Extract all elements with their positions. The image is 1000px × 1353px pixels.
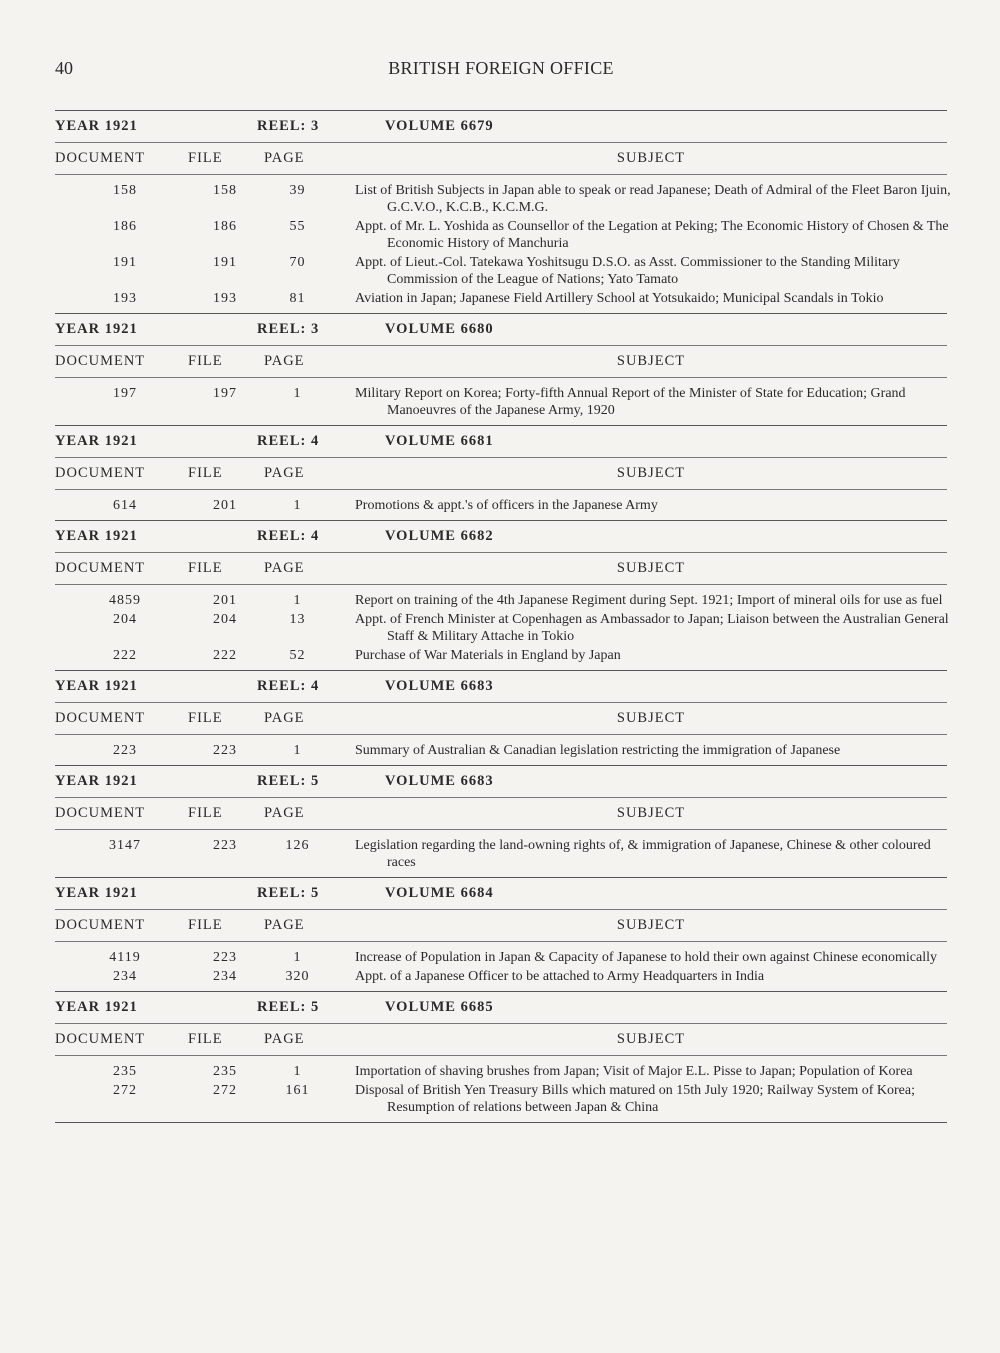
- column-header-page: PAGE: [264, 805, 305, 821]
- page-number-cell: 1: [293, 743, 302, 758]
- year-label: YEAR 1921: [55, 321, 138, 337]
- document-number: 4859: [109, 593, 141, 608]
- table-row: [55, 611, 947, 645]
- file-number: 223: [213, 743, 237, 758]
- column-header-row: [55, 798, 947, 829]
- reel-label: REEL: 5: [257, 999, 320, 1015]
- volume-title-row: [55, 992, 947, 1023]
- file-number: 223: [213, 838, 237, 853]
- file-number: 223: [213, 950, 237, 965]
- volume-title-row: [55, 314, 947, 345]
- subject-text: Military Report on Korea; Forty-fifth Annual Report of the Minister of State for Education; Grand Manoeuvres of the Japanese Army, 1920: [355, 386, 906, 418]
- reel-label: REEL: 5: [257, 773, 320, 789]
- file-number: 234: [213, 969, 237, 984]
- reel-label: REEL: 3: [257, 118, 320, 134]
- volume-section: [55, 670, 947, 765]
- table-row: [55, 1082, 947, 1116]
- volume-title-row: [55, 766, 947, 797]
- file-number: 201: [213, 498, 237, 513]
- volume-label: VOLUME 6682: [385, 528, 494, 544]
- column-header-file: FILE: [188, 1031, 223, 1047]
- document-number: 193: [113, 291, 137, 306]
- column-header-subject: SUBJECT: [616, 917, 686, 933]
- file-number: 272: [213, 1083, 237, 1098]
- volume-section: [55, 877, 947, 991]
- column-header-subject: SUBJECT: [616, 465, 686, 481]
- column-header-subject: SUBJECT: [616, 150, 686, 166]
- page-number-cell: 161: [285, 1083, 310, 1098]
- page-number-cell: 52: [289, 648, 306, 663]
- column-header-subject: SUBJECT: [616, 710, 686, 726]
- column-header-row: [55, 143, 947, 174]
- volume-section: [55, 991, 947, 1122]
- page-number-cell: 55: [289, 219, 306, 234]
- page-number: 40: [55, 58, 73, 78]
- column-header-row: [55, 458, 947, 489]
- document-number: 3147: [109, 838, 141, 853]
- volume-label: VOLUME 6680: [385, 321, 494, 337]
- subject-text: Appt. of Lieut.-Col. Tatekawa Yoshitsugu D.S.O. as Asst. Commissioner to the Standing Military Commission of the League of Nations; Yato Tamato: [355, 255, 900, 287]
- document-number: 223: [113, 743, 137, 758]
- year-label: YEAR 1921: [55, 999, 138, 1015]
- document-number: 186: [113, 219, 137, 234]
- subject-text: Aviation in Japan; Japanese Field Artillery School at Yotsukaido; Municipal Scandals in Tokio: [355, 291, 884, 306]
- table-row: [55, 949, 947, 966]
- column-header-page: PAGE: [264, 560, 305, 576]
- document-number: 191: [113, 255, 137, 270]
- file-number: 204: [213, 612, 237, 627]
- entries: [55, 735, 947, 765]
- page-title: BRITISH FOREIGN OFFICE: [388, 58, 614, 78]
- column-header-page: PAGE: [264, 710, 305, 726]
- reel-label: REEL: 5: [257, 885, 320, 901]
- page-number-cell: 39: [289, 183, 306, 198]
- table-row: [55, 385, 947, 419]
- document-number: 158: [113, 183, 137, 198]
- subject-text: Appt. of French Minister at Copenhagen as Ambassador to Japan; Liaison between the Australian General Staff & Military Attache in Tokio: [355, 612, 949, 644]
- table-row: [55, 1063, 947, 1080]
- column-header-file: FILE: [188, 150, 223, 166]
- subject-text: Importation of shaving brushes from Japan; Visit of Major E.L. Pisse to Japan; Population of Korea: [355, 1064, 913, 1079]
- volume-label: VOLUME 6683: [385, 773, 494, 789]
- page-number-cell: 1: [293, 593, 302, 608]
- entries: [55, 175, 951, 313]
- year-label: YEAR 1921: [55, 885, 138, 901]
- column-header-file: FILE: [188, 353, 223, 369]
- column-header-document: DOCUMENT: [55, 710, 146, 726]
- volume-title-row: [55, 878, 947, 909]
- file-number: 186: [213, 219, 237, 234]
- subject-text: List of British Subjects in Japan able to speak or read Japanese; Death of Admiral of the Fleet Baron Ijuin, G.C.V.O., K.C.B., K.C.M.G.: [355, 183, 951, 215]
- document-number: 234: [113, 969, 137, 984]
- table-row: [55, 837, 947, 871]
- page-number-cell: 81: [289, 291, 306, 306]
- entries: [55, 830, 947, 877]
- closing-rule: [55, 1122, 947, 1123]
- file-number: 201: [213, 593, 237, 608]
- table-row: [55, 647, 947, 664]
- volume-label: VOLUME 6683: [385, 678, 494, 694]
- table-row: [55, 290, 947, 307]
- page-number-cell: 13: [289, 612, 306, 627]
- page-number-cell: 320: [285, 969, 310, 984]
- subject-text: Appt. of Mr. L. Yoshida as Counsellor of the Legation at Peking; The Economic History of Chosen & The Economic History of Manchuria: [355, 219, 949, 251]
- catalogue-listing: [55, 110, 951, 1123]
- table-row: [55, 742, 947, 759]
- column-header-subject: SUBJECT: [616, 353, 686, 369]
- table-row: [55, 218, 947, 252]
- column-header-row: [55, 910, 947, 941]
- year-label: YEAR 1921: [55, 678, 138, 694]
- column-header-file: FILE: [188, 560, 223, 576]
- page-header: [55, 58, 947, 82]
- subject-text: Promotions & appt.'s of officers in the Japanese Army: [355, 498, 658, 513]
- table-row: [55, 254, 947, 288]
- column-header-document: DOCUMENT: [55, 805, 146, 821]
- volume-label: VOLUME 6681: [385, 433, 494, 449]
- column-header-page: PAGE: [264, 465, 305, 481]
- document-number: 272: [113, 1083, 137, 1098]
- reel-label: REEL: 4: [257, 678, 320, 694]
- column-header-page: PAGE: [264, 917, 305, 933]
- table-row: [55, 182, 951, 216]
- entries: [55, 1056, 947, 1122]
- column-header-file: FILE: [188, 805, 223, 821]
- file-number: 197: [213, 386, 237, 401]
- column-header-document: DOCUMENT: [55, 917, 146, 933]
- table-row: [55, 968, 947, 985]
- column-header-document: DOCUMENT: [55, 1031, 146, 1047]
- volume-label: VOLUME 6685: [385, 999, 494, 1015]
- volume-title-row: [55, 426, 947, 457]
- year-label: YEAR 1921: [55, 118, 138, 134]
- volume-section: [55, 765, 947, 877]
- reel-label: REEL: 4: [257, 528, 320, 544]
- column-header-row: [55, 703, 947, 734]
- page-number-cell: 1: [293, 1064, 302, 1079]
- document-number: 197: [113, 386, 137, 401]
- volume-title-row: [55, 521, 947, 552]
- page-number-cell: 1: [293, 498, 302, 513]
- subject-text: Purchase of War Materials in England by Japan: [355, 648, 621, 663]
- file-number: 191: [213, 255, 237, 270]
- table-row: [55, 497, 947, 514]
- reel-label: REEL: 3: [257, 321, 320, 337]
- column-header-subject: SUBJECT: [616, 805, 686, 821]
- subject-text: Legislation regarding the land-owning rights of, & immigration of Japanese, Chinese & other coloured races: [355, 838, 931, 870]
- subject-text: Appt. of a Japanese Officer to be attached to Army Headquarters in India: [355, 969, 765, 984]
- volume-section: [55, 313, 947, 425]
- column-header-document: DOCUMENT: [55, 150, 146, 166]
- document-number: 614: [113, 498, 137, 513]
- year-label: YEAR 1921: [55, 773, 138, 789]
- volume-section: [55, 110, 951, 313]
- subject-text: Disposal of British Yen Treasury Bills which matured on 15th July 1920; Railway System of Korea; Resumption of relations between Japan & China: [355, 1083, 915, 1115]
- volume-label: VOLUME 6684: [385, 885, 494, 901]
- page-number-cell: 126: [285, 838, 310, 853]
- subject-text: Increase of Population in Japan & Capacity of Japanese to hold their own against Chinese economically: [355, 950, 938, 965]
- column-header-file: FILE: [188, 917, 223, 933]
- page-number-cell: 1: [293, 386, 302, 401]
- year-label: YEAR 1921: [55, 433, 138, 449]
- file-number: 222: [213, 648, 237, 663]
- document-number: 204: [113, 612, 137, 627]
- volume-section: [55, 425, 947, 520]
- year-label: YEAR 1921: [55, 528, 138, 544]
- entries: [55, 490, 947, 520]
- document-number: 222: [113, 648, 137, 663]
- column-header-page: PAGE: [264, 1031, 305, 1047]
- page-number-cell: 70: [289, 255, 306, 270]
- reel-label: REEL: 4: [257, 433, 320, 449]
- subject-text: Report on training of the 4th Japanese Regiment during Sept. 1921; Import of mineral oils for use as fuel: [355, 593, 943, 608]
- column-header-subject: SUBJECT: [616, 1031, 686, 1047]
- page-number-cell: 1: [293, 950, 302, 965]
- column-header-page: PAGE: [264, 353, 305, 369]
- column-header-row: [55, 346, 947, 377]
- column-header-document: DOCUMENT: [55, 560, 146, 576]
- volume-title-row: [55, 671, 947, 702]
- column-header-page: PAGE: [264, 150, 305, 166]
- column-header-file: FILE: [188, 710, 223, 726]
- volume-label: VOLUME 6679: [385, 118, 494, 134]
- entries: [55, 378, 947, 425]
- entries: [55, 942, 947, 991]
- table-row: [55, 592, 947, 609]
- volume-title-row: [55, 111, 947, 142]
- file-number: 235: [213, 1064, 237, 1079]
- volume-section: [55, 520, 947, 670]
- column-header-subject: SUBJECT: [616, 560, 686, 576]
- document-number: 235: [113, 1064, 137, 1079]
- column-header-document: DOCUMENT: [55, 353, 146, 369]
- column-header-file: FILE: [188, 465, 223, 481]
- file-number: 158: [213, 183, 237, 198]
- file-number: 193: [213, 291, 237, 306]
- column-header-row: [55, 553, 947, 584]
- entries: [55, 585, 947, 670]
- document-number: 4119: [109, 950, 141, 965]
- column-header-document: DOCUMENT: [55, 465, 146, 481]
- subject-text: Summary of Australian & Canadian legislation restricting the immigration of Japanese: [355, 743, 841, 758]
- column-header-row: [55, 1024, 947, 1055]
